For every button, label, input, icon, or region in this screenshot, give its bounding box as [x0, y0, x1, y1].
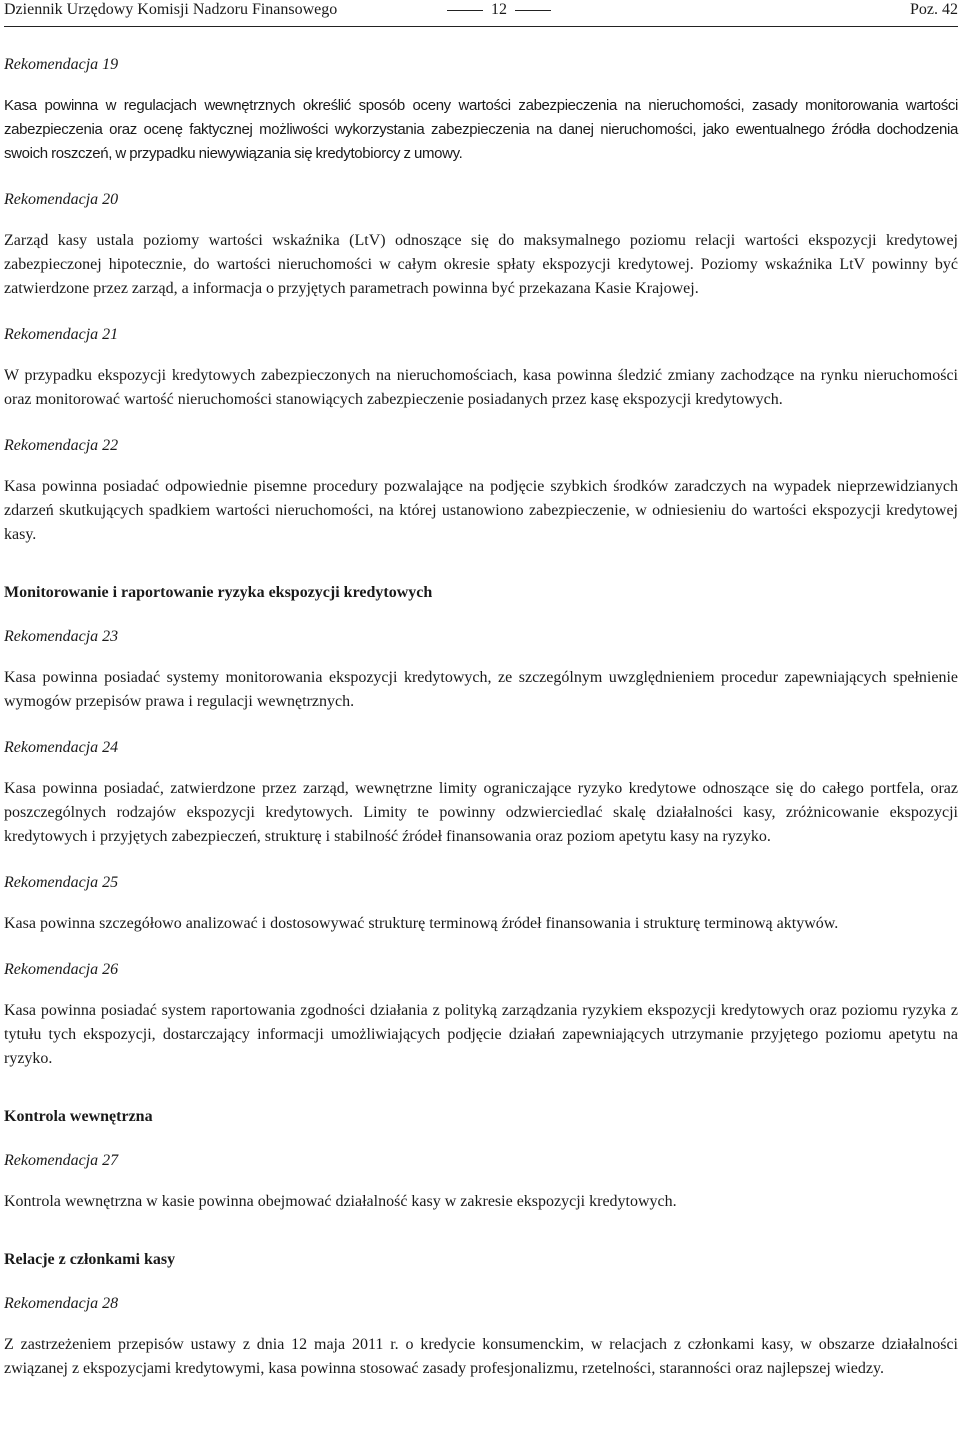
- recommendation-27-text: Kontrola wewnętrzna w kasie powinna obejmować działalność kasy w zakresie ekspozycji kredytowych.: [4, 1193, 677, 1210]
- dash-left: [447, 10, 483, 11]
- running-header: [4, 0, 958, 27]
- document-page: [4, 0, 958, 1405]
- recommendation-19-title: Rekomendacja 19: [4, 56, 119, 73]
- recommendation-19-text: Kasa powinna w regulacjach wewnętrznych określić sposób oceny wartości zabezpieczenia na nieruchomości, zasady monitorowania wartości zabezpieczenia oraz ocenę faktycznej możliwości wykorzystania zabezpieczenia na danej nieruchomości, jako ewentualnego źródła dochodzenia swoich roszczeń, w przypadku niewywiązania się kredytobiorcy z umowy.: [4, 97, 958, 162]
- page-number-value: 12: [491, 1, 507, 18]
- recommendation-28-title: Rekomendacja 28: [4, 1295, 119, 1312]
- recommendation-23-text: Kasa powinna posiadać systemy monitorowania ekspozycji kredytowych, ze szczególnym uwzględnieniem procedur zapewniających spełnienie wymogów przepisów prawa i regulacji wewnętrznych.: [4, 669, 958, 710]
- recommendation-24-text: Kasa powinna posiadać, zatwierdzone przez zarząd, wewnętrzne limity ograniczające ryzyko kredytowe odnoszące się do całego portfela, oraz poszczególnych rodzajów ekspozycji kredytowych. Limity te powinny odzwierciedlać skalę działalności kasy, zróżnicowanie ekspozycji kredytowych i przyjętych zabezpieczeń, strukturę i stabilność źródeł finansowania oraz poziom apetytu kasy na ryzyko.: [4, 780, 958, 845]
- recommendation-27-title: Rekomendacja 27: [4, 1152, 119, 1169]
- section-internal-control-title: Kontrola wewnętrzna: [4, 1108, 153, 1125]
- recommendation-20-text: Zarząd kasy ustala poziomy wartości wskaźnika (LtV) odnoszące się do maksymalnego poziomu relacji wartości ekspozycji kredytowej zabezpieczonej hipotecznie, do wartości nieruchomości w całym okresie spłaty ekspozycji kredytowej. Poziomy wskaźnika LtV powinny być zatwierdzone przez zarząd, a informacja o przyjętych parametrach powinna być przekazana Kasie Krajowej.: [4, 232, 958, 297]
- recommendation-22-text: Kasa powinna posiadać odpowiednie pisemne procedury pozwalające na podjęcie szybkich środków zaradczych na wypadek nieprzewidzianych zdarzeń skutkujących spadkiem wartości nieruchomości, na której ustanowiono zabezpieczenie, w odniesieniu do wartości ekspozycji kredytowej kasy.: [4, 478, 958, 543]
- recommendation-25-title: Rekomendacja 25: [4, 874, 119, 891]
- recommendation-22-title: Rekomendacja 22: [4, 437, 119, 454]
- section-monitoring-title: Monitorowanie i raportowanie ryzyka ekspozycji kredytowych: [4, 584, 433, 601]
- page-number: [439, 0, 559, 20]
- journal-name: Dziennik Urzędowy Komisji Nadzoru Finansowego: [4, 1, 338, 18]
- recommendation-20-title: Rekomendacja 20: [4, 191, 119, 208]
- recommendation-26-title: Rekomendacja 26: [4, 961, 119, 978]
- section-member-relations-title: Relacje z członkami kasy: [4, 1251, 176, 1268]
- recommendation-21-title: Rekomendacja 21: [4, 326, 119, 343]
- recommendation-24-title: Rekomendacja 24: [4, 739, 119, 756]
- recommendation-25-text: Kasa powinna szczegółowo analizować i dostosowywać strukturę terminową źródeł finansowania i strukturę terminową aktywów.: [4, 915, 839, 932]
- document-body: [4, 27, 958, 1381]
- recommendation-23-title: Rekomendacja 23: [4, 628, 119, 645]
- position-number: Poz. 42: [910, 1, 958, 18]
- recommendation-26-text: Kasa powinna posiadać system raportowania zgodności działania z polityką zarządzania ryzykiem ekspozycji kredytowych oraz poziomu ryzyka z tytułu tych ekspozycji, dostarczający informacji umożliwiających podjęcie działań zapewniających utrzymanie przyjętego poziomu apetytu na ryzyko.: [4, 1002, 958, 1067]
- recommendation-28-text: Z zastrzeżeniem przepisów ustawy z dnia 12 maja 2011 r. o kredycie konsumenckim, w relacjach z członkami kasy, w obszarze działalności związanej z ekspozycjami kredytowymi, kasa powinna stosować zasady profesjonalizmu, rzetelności, staranności oraz najlepszej wiedzy.: [4, 1336, 958, 1377]
- dash-right: [515, 10, 551, 11]
- recommendation-21-text: W przypadku ekspozycji kredytowych zabezpieczonych na nieruchomościach, kasa powinna śledzić zmiany zachodzące na rynku nieruchomości oraz monitorować wartość nieruchomości stanowiących zabezpieczenie posiadanych przez kasę ekspozycji kredytowych.: [4, 367, 958, 408]
